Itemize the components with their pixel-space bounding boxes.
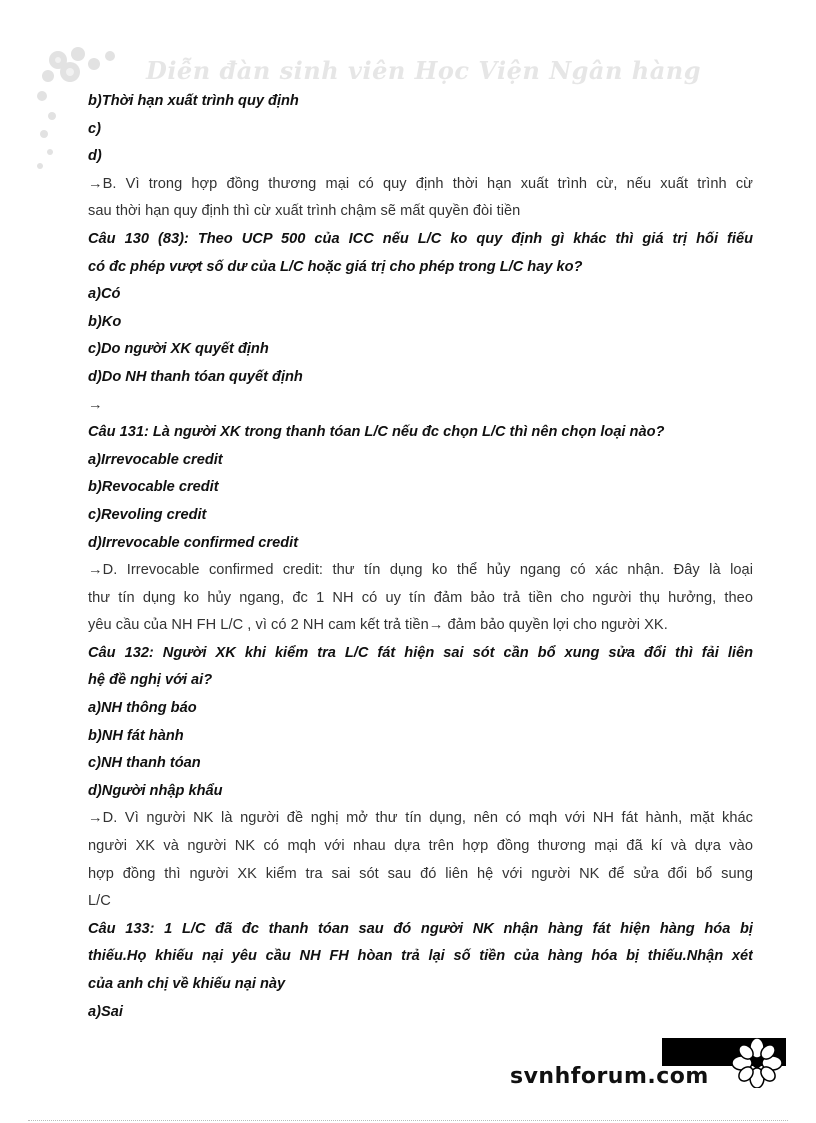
text-line: thiếu.Họ khiếu nại yêu cầu NH FH hòan trả lại số tiền của hàng hóa bị thiếu.Nhận xét [88,948,753,965]
text-line: d)Do NH thanh tóan quyết định [88,368,303,385]
text-line: c)Do người XK quyết định [88,341,269,358]
bottom-divider [28,1120,788,1121]
text-line: c)Revoling credit [88,506,207,523]
text-line: thư tín dụng ko hủy ngang, đc 1 NH có uy tín đảm bảo trả tiền cho người thụ hưởng, theo [88,589,753,606]
text-line: c)NH thanh tóan [88,755,201,772]
text-line: d)Irrevocable confirmed credit [88,534,299,551]
text-line: Câu 130 (83): Theo UCP 500 của ICC nếu L/C ko quy định gì khác thì giá trị hối fiếu [88,230,753,247]
footer-logo [510,1036,790,1096]
text-line: của anh chị về khiếu nại này [88,976,286,992]
text-line: người XK và người NK có mqh với nhau dựa trên hợp đồng thương mại đã kí và dựa vào [88,838,753,855]
text-line: b)NH fát hành [88,727,184,744]
text-line: a)Irrevocable credit [88,451,223,468]
text-line: d)Người nhập khẩu [88,782,223,799]
text-line: Câu 131: Là người XK trong thanh tóan L/C nếu đc chọn L/C thì nên chọn loại nào? [88,424,665,441]
text-line: →D. Irrevocable confirmed credit: thư tín dụng ko thể hủy ngang có xác nhận. Đây là loại [88,562,753,579]
text-line: →B. Vì trong hợp đồng thương mại có quy định thời hạn xuất trình cừ, nếu xuất trình cừ [88,175,753,192]
text-line: c) [88,120,101,137]
text-line: yêu cầu của NH FH L/C , vì có 2 NH cam kết trả tiền→ đảm bảo quyền lợi cho người XK. [88,617,668,634]
text-line: → [88,396,103,413]
text-line: a)Sai [88,1003,123,1020]
footer-brand: svnhforum.com [510,1064,709,1089]
text-line: d) [88,148,102,165]
text-line: b)Ko [88,313,122,330]
text-line: L/C [88,893,111,910]
text-line: a)NH thông báo [88,700,197,717]
text-line: hợp đồng thì người XK kiểm tra sai sót sau đó liên hệ với người NK để sửa đổi bổ sung [88,865,753,882]
text-line: hệ đề nghị với ai? [88,672,213,689]
text-line: →D. Vì người NK là người đề nghị mở thư tín dụng, nên có mqh với NH fát hành, mặt khác [88,810,753,827]
text-line: có đc phép vượt số dư của L/C hoặc giá trị cho phép trong L/C hay ko? [88,258,583,275]
text-line: a)Có [88,286,121,303]
document-body [88,88,753,1026]
text-line: sau thời hạn quy định thì cừ xuất trình chậm sẽ mất quyền đòi tiền [88,203,521,220]
text-line: b)Revocable credit [88,479,219,496]
text-line: b)Thời hạn xuất trình quy định [88,93,299,109]
flower-icon [722,1038,792,1088]
header-title: Diễn đàn sinh viên Học Viện Ngân hàng [146,56,702,85]
text-line: Câu 133: 1 L/C đã đc thanh tóan sau đó người NK nhận hàng fát hiện hàng hóa bị [88,920,753,937]
text-line: Câu 132: Người XK khi kiểm tra L/C fát hiện sai sót cần bổ xung sửa đổi thì fải liên [88,644,753,661]
